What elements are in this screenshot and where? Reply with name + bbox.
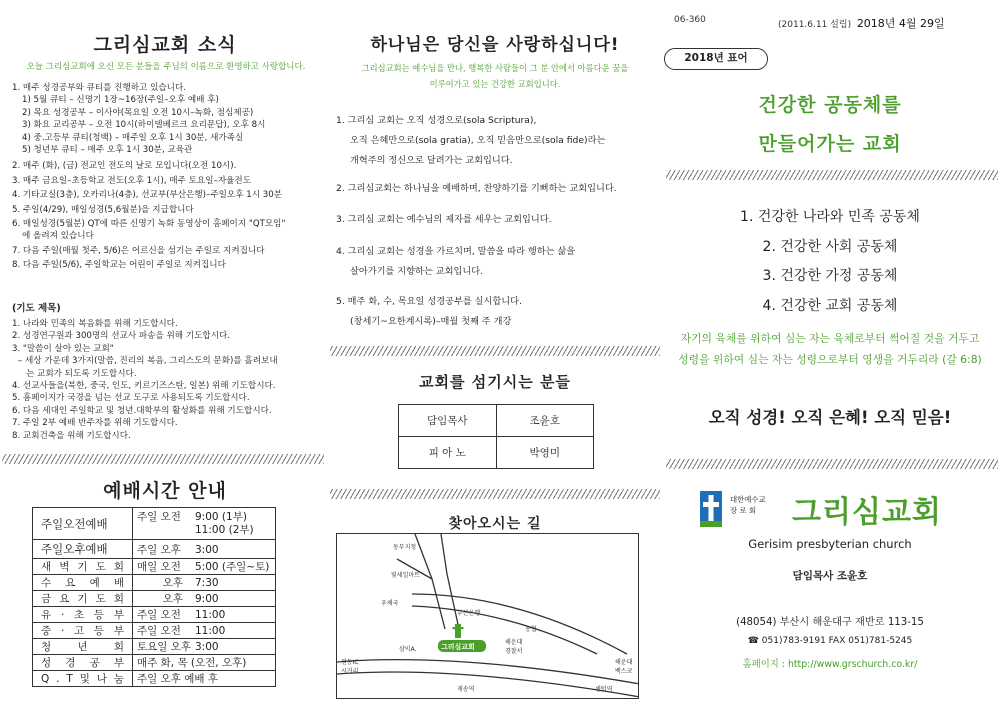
prayer-item: 4. 선교사들을(북한, 중국, 인도, 키르기즈스탄, 일본) 위해 기도합시다. <box>12 381 276 392</box>
hatched-divider <box>330 346 660 356</box>
prayer-list <box>12 318 328 442</box>
community-item: 3. 건강한 가정 공동체 <box>762 268 898 284</box>
intro-line: 이루어가고 있는 건강한 교회입니다. <box>429 79 561 89</box>
service-hour: 11:00 (2부) <box>195 523 254 536</box>
service-time <box>133 607 276 623</box>
service-time <box>133 591 276 607</box>
bulletin-date: 2018년 4월 29일 <box>856 17 945 30</box>
service-time <box>133 639 276 655</box>
creed-item <box>336 292 522 332</box>
map-label: 우체국 <box>381 600 399 607</box>
service-day: 매일 오전 <box>137 561 181 573</box>
service-name: 청 년 회 <box>33 639 133 655</box>
news-item: 6. 매일성경(5월분) QT에 따른 신명기 녹화 동영상이 홈페이지 "QT모임" <box>12 219 286 230</box>
map-label: 해운대 벡스코 <box>615 659 633 675</box>
news-item: 1. 매주 성경공부와 큐티를 진행하고 있습니다. <box>12 83 187 93</box>
prayer-item: 6. 다음 세대인 주일학교 및 청년.대학부의 활성화를 위해 기도합시다. <box>12 405 272 416</box>
service-day: 주일 오전 <box>137 609 181 621</box>
service-hour: 5:00 (주일~토) <box>195 561 270 573</box>
creed-item <box>336 210 552 230</box>
services-table <box>32 507 276 687</box>
table-row <box>33 559 276 575</box>
verse-line: 자기의 육체를 위하여 심는 자는 육체로부터 썩어질 것을 거두고 <box>680 332 980 345</box>
creed-item <box>336 179 617 199</box>
creed-item <box>336 242 575 282</box>
person-cell: 조윤호 <box>496 405 594 437</box>
map-label: 삼익A. <box>399 646 417 653</box>
prayer-item: 1. 나라와 민족의 복음화를 위해 기도합시다. <box>12 319 178 329</box>
service-time <box>133 623 276 639</box>
creed-line: 4. 그리심 교회는 성경을 가르치며, 말씀을 따라 행하는 삶을 <box>336 246 576 257</box>
news-item: 7. 다음 주일(매월 첫주, 5/6)은 어르신을 섬기는 주일로 지켜집니다 <box>12 245 265 256</box>
table-row <box>33 639 276 655</box>
creed-line: 5. 매주 화, 수, 목요일 성경공부를 실시합니다. <box>336 296 522 307</box>
news-list <box>12 82 328 272</box>
service-day: 주일 오전 <box>137 625 181 637</box>
prayer-item: 는 교회가 되도록 기도합시다. <box>26 368 137 379</box>
service-day: 오후 <box>162 593 183 605</box>
news-item: 8. 다음 주일(5/6), 주일학교는 어린이 주일로 지켜집니다 <box>12 260 226 271</box>
map-label: 센텀역 <box>595 686 613 693</box>
motto-line: 건강한 공동체를 <box>758 94 902 116</box>
community-list <box>660 203 1000 321</box>
sola-slogan: 오직 성경! 오직 은혜! 오직 믿음! <box>708 408 952 427</box>
service-hour: 3:00 <box>195 641 219 653</box>
map-label: 해운대 경찰서 <box>505 639 523 655</box>
motto-line: 만들어가는 교회 <box>758 133 902 155</box>
news-item: 1) 5월 큐티 – 신명기 1장~16장(주일–오후 예배 후) <box>22 95 219 106</box>
service-time <box>133 559 276 575</box>
established: (2011.6.11 설립) <box>778 20 852 30</box>
servants-title: 교회를 섬기시는 분들 <box>419 373 571 391</box>
news-item: 2) 목요 성경공부 – 이사야(목요일 오전 10시–녹화, 점심제공) <box>22 107 254 118</box>
table-row <box>399 437 594 469</box>
prayer-item: 8. 교회건축을 위해 기도합시다. <box>12 430 131 441</box>
person-cell: 박영미 <box>496 437 594 469</box>
prayer-item: 3. "말씀이 살아 있는 교회" <box>12 343 114 354</box>
service-name: Q . T 및 나 눔 <box>33 671 133 687</box>
service-name: 성 경 공 부 <box>33 655 133 671</box>
news-item: 2. 매주 (화), (금) 전교인 전도의 날로 모입니다(오전 10시). <box>12 161 237 172</box>
homepage-link[interactable]: 홈페이지 : http://www.grschurch.co.kr/ <box>742 659 918 670</box>
map-label: 부산은행 <box>457 610 481 617</box>
creed-line: 3. 그리심 교회는 예수님의 제자를 세우는 교회입니다. <box>336 214 552 225</box>
creed-line: 살아가기를 지향하는 교회입니다. <box>350 266 484 277</box>
service-hour: 11:00 <box>195 609 226 621</box>
map-title: 찾아오시는 길 <box>448 516 542 532</box>
prayer-item: – 세상 가운데 3가지(말씀, 진리의 복음, 그리스도의 문화)를 흘려보내 <box>18 356 278 367</box>
table-row <box>33 655 276 671</box>
service-day: 주일 오후 <box>137 543 181 556</box>
church-marker-icon <box>453 624 464 638</box>
service-name: 주일오후예배 <box>33 540 133 559</box>
news-item: 에 올려져 있습니다 <box>22 231 94 242</box>
news-item: 4) 중.고등부 큐티(청백) – 매주일 오후 1시 30분, 새가족실 <box>22 132 244 143</box>
service-hour: 3:00 <box>195 543 219 556</box>
bible-verse <box>660 328 1000 370</box>
intro-column <box>330 0 660 706</box>
prayer-item: 7. 주일 2부 예배 반주자를 위해 기도합시다. <box>12 418 178 429</box>
welcome-message: 오늘 그리심교회에 오신 모든 분들을 주님의 이름으로 환영하고 사랑합니다. <box>26 62 306 72</box>
church-name-english: Gerisim presbyterian church <box>748 537 912 551</box>
cross-icon <box>700 491 722 527</box>
prayer-item: 2. 성경연구원과 300명의 선교사 파송을 위해 기도합시다. <box>12 331 231 342</box>
service-name: 수 요 예 배 <box>33 575 133 591</box>
denomination-line: 대한예수교 <box>730 495 766 504</box>
map-label: 동부지청 <box>393 544 417 551</box>
motto-column <box>660 0 1000 706</box>
community-item: 2. 건강한 사회 공동체 <box>762 238 898 255</box>
table-row <box>399 405 594 437</box>
church-address: (48054) 부산시 해운대구 재반로 113-15 <box>736 617 924 628</box>
creed-line: 오직 은혜만으로(sola gratia), 오직 믿음만으로(sola fide)라는 <box>350 135 606 146</box>
service-name: 새 벽 기 도 회 <box>33 559 133 575</box>
news-column <box>0 0 330 706</box>
table-row <box>33 575 276 591</box>
map-church-label: 그리심교회 <box>441 643 475 651</box>
church-name-logo: 그리심교회 <box>792 495 942 530</box>
community-item: 4. 건강한 교회 공동체 <box>762 297 898 314</box>
service-time <box>133 575 276 591</box>
service-day: 주일 오전 <box>137 510 181 523</box>
role-cell: 피 아 노 <box>399 437 497 469</box>
map-label: 재송역 <box>457 686 475 693</box>
creed-line: (창세기~요한계시록)–매월 첫째 주 개강 <box>350 316 512 327</box>
creed-line: 1. 그리심 교회는 오직 성경으로(sola Scriptura), <box>336 115 537 126</box>
service-hour: 7:30 <box>195 577 219 589</box>
map-roads <box>337 534 639 699</box>
creed-line: 개혁주의 정신으로 달려가는 교회입니다. <box>350 155 513 166</box>
service-name: 주일오전예배 <box>33 508 133 540</box>
church-phone: ☎ 051)783-9191 FAX 051)781-5245 <box>747 636 913 646</box>
service-hour: 9:00 (1부) <box>195 510 247 523</box>
hatched-divider <box>2 454 324 464</box>
verse-line: 성령을 위하여 심는 자는 성령으로부터 영생을 거두리라 (갈 6:8) <box>678 353 982 366</box>
table-row <box>33 508 276 540</box>
table-row <box>33 671 276 687</box>
service-time: 주일 오후 예배 후 <box>137 673 219 685</box>
love-title: 하나님은 당신을 사랑하십니다! <box>370 35 620 55</box>
creed-item <box>336 111 605 171</box>
prayer-title: (기도 제목) <box>12 303 61 314</box>
services-title: 예배시간 안내 <box>103 480 227 502</box>
intro-line: 그리심교회는 예수님을 만나, 행복한 사람들이 그 분 안에서 아름다운 꿈을 <box>361 63 629 73</box>
service-time: 매주 화, 목 (오전, 오후) <box>133 655 276 671</box>
map-label: 원동IC 시거리 <box>341 659 359 675</box>
news-item: 3. 매주 금요일–초등학교 전도(오후 1시), 매주 토요일–자율전도 <box>12 175 252 186</box>
service-name: 금 요 기 도 회 <box>33 591 133 607</box>
service-day: 토요일 오후 <box>137 641 192 653</box>
table-row <box>33 591 276 607</box>
pastor-name: 담임목사 조윤호 <box>792 570 868 582</box>
news-item: 5) 청년부 큐티 – 매주 오후 1시 30분, 교육관 <box>22 145 193 156</box>
hatched-divider <box>666 459 998 469</box>
bulletin-date-line <box>778 15 945 31</box>
service-hour: 9:00 <box>195 593 219 605</box>
table-row <box>33 540 276 559</box>
community-item: 1. 건강한 나라와 민족 공동체 <box>740 209 920 225</box>
news-item: 3) 화요 교리공부 – 오전 10시(하이델베르크 요리문답), 오후 8시 <box>22 120 266 131</box>
road-north <box>415 534 445 629</box>
service-day: 오후 <box>162 577 183 589</box>
creed-line: 2. 그리심교회는 하나님을 예배하며, 찬양하기를 기뻐하는 교회입니다. <box>336 183 617 194</box>
map-label: 빛세일마트 <box>391 572 420 579</box>
table-row <box>33 607 276 623</box>
church-intro <box>330 60 660 92</box>
news-title: 그리심교회 소식 <box>93 34 237 56</box>
directions-map <box>336 533 639 699</box>
role-cell: 담임목사 <box>399 405 497 437</box>
denomination-line: 장 로 회 <box>730 506 757 515</box>
bulletin-code: 06-360 <box>674 15 706 25</box>
prayer-item: 5. 흠페이지가 국경을 넘는 선교 도구로 사용되도록 기도합시다. <box>12 393 250 404</box>
church-logo <box>700 490 990 534</box>
service-time <box>133 508 276 540</box>
service-time <box>133 540 276 559</box>
service-name: 중 · 고 등 부 <box>33 623 133 639</box>
hatched-divider <box>666 170 998 180</box>
map-label: 농협 <box>525 626 537 633</box>
news-item: 5. 주일(4/29), 매일성경(5,6월분)을 지급합니다 <box>12 204 194 215</box>
service-hour: 11:00 <box>195 625 226 637</box>
table-row <box>33 623 276 639</box>
news-item: 4. 기타교실(3층), 오카리나(4층), 선교부(부산은행)–주일오후 1시 30분 <box>12 190 283 201</box>
service-name: 유 · 초 등 부 <box>33 607 133 623</box>
motto-badge: 2018년 표어 <box>664 48 768 70</box>
denomination <box>730 494 766 516</box>
servants-table <box>398 404 594 469</box>
hatched-divider <box>330 489 660 499</box>
